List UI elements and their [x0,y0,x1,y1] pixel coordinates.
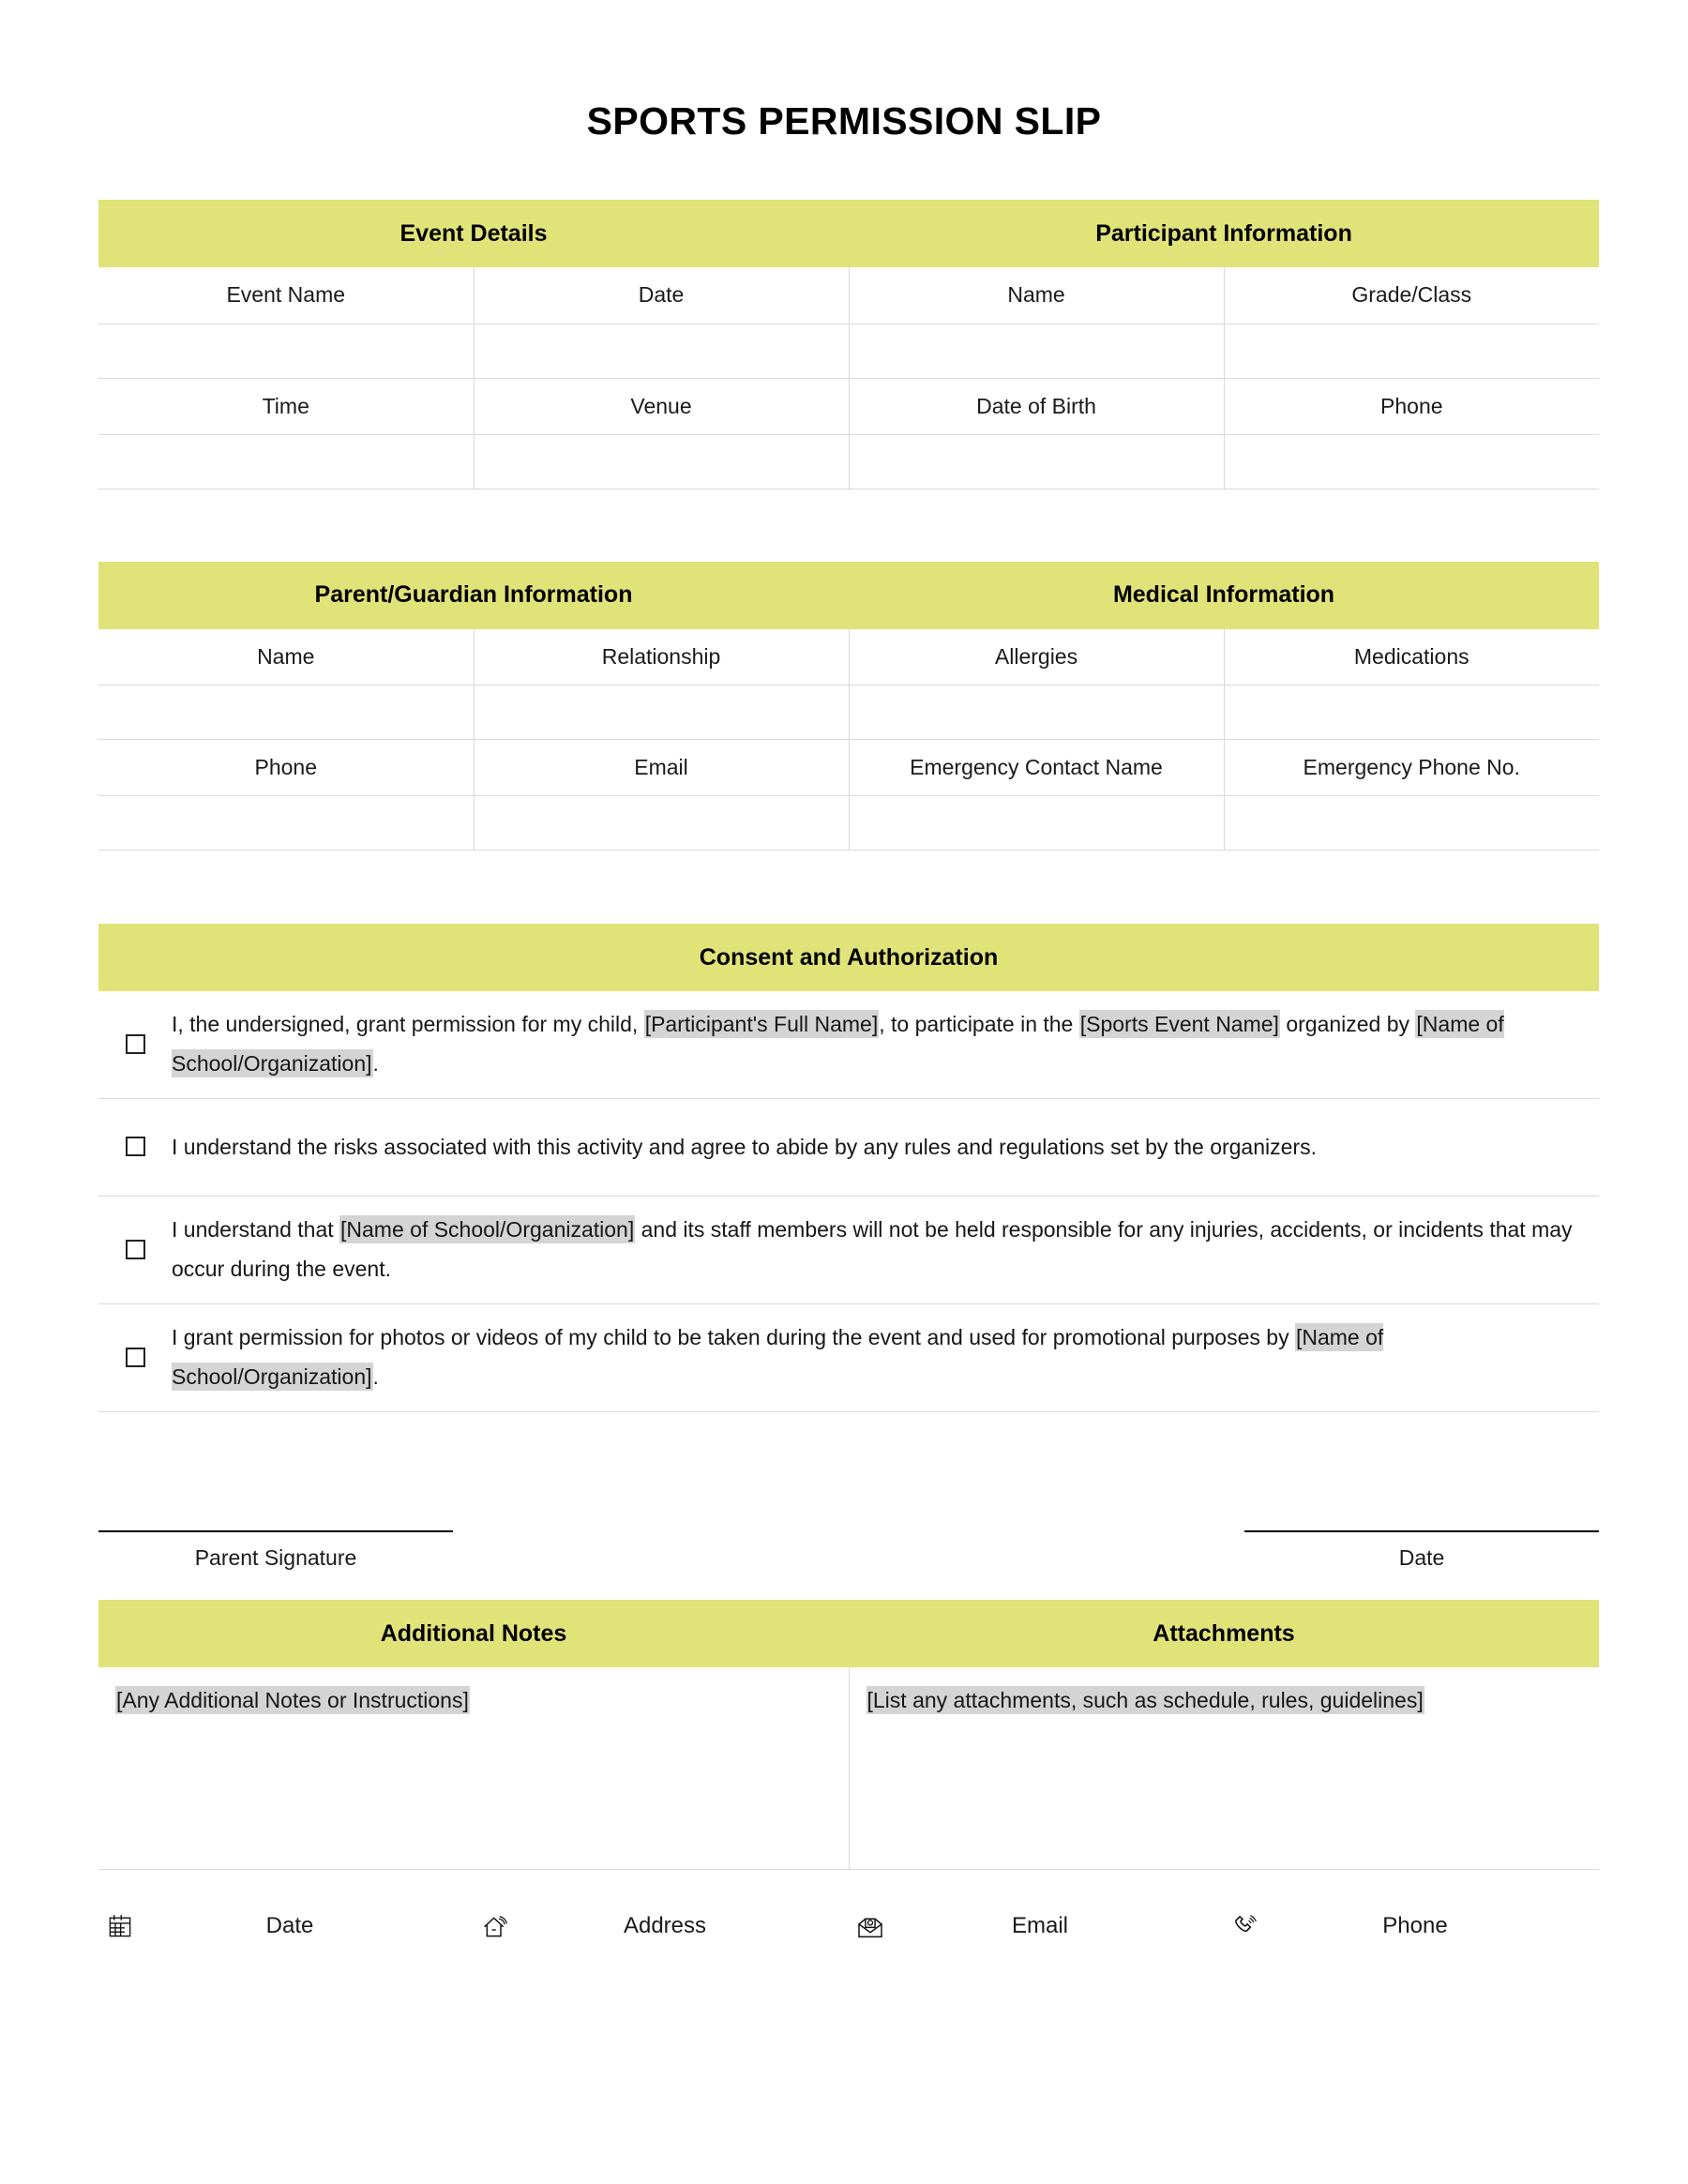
section-header-attachments: Attachments [1153,1619,1295,1647]
consent-item-list [98,991,1599,1412]
field-input-emergency-contact-name[interactable] [849,796,1224,851]
attachments-field[interactable] [849,1667,1599,1869]
parent-signature-caption: Parent Signature [194,1545,357,1570]
consent-item [98,1304,1599,1412]
field-input-emergency-phone-no[interactable] [1224,796,1599,851]
consent-checkbox-cell [98,1348,172,1367]
additional-notes-placeholder: [Any Additional Notes or Instructions] [116,1688,469,1712]
consent-checkbox[interactable] [126,1034,145,1054]
table-row [98,629,1599,685]
consent-text-fragment: . [372,1051,379,1076]
consent-checkbox-cell [98,1240,172,1259]
phone-icon [1224,1911,1267,1941]
consent-item [98,1099,1599,1197]
signature-section [98,1412,1599,1600]
section-header-medical-information: Medical Information [1112,581,1335,608]
notes-attachments-table [98,1600,1599,1870]
parent-signature-line[interactable] [98,1530,453,1532]
section-header-consent-and-authorization: Consent and Authorization [98,924,1599,991]
consent-text-fragment: I, the undersigned, grant permission for my child, [172,1012,644,1036]
field-label-date-of-birth: Date of Birth [849,378,1224,434]
field-label-parent-phone: Phone [98,740,474,796]
field-label-venue: Venue [474,378,849,434]
field-input-venue[interactable] [474,434,849,489]
table-header-band [98,1600,1599,1667]
spacer [98,490,1590,562]
consent-item-text [172,1318,1599,1396]
table-row [98,378,1599,434]
field-label-time: Time [98,378,474,434]
consent-item-text [172,1127,1599,1167]
field-input-email[interactable] [474,796,849,851]
table-row-input [98,324,1599,378]
field-input-name[interactable] [849,324,1224,378]
placeholder-token: [Name of School/Organization] [172,1012,1504,1076]
consent-text-fragment: I grant permission for photos or videos of my child to be taken during the event and used for promotional purposes by [172,1325,1295,1349]
table-row [98,267,1599,324]
event-participant-table [98,200,1599,490]
placeholder-token: [Participant's Full Name] [644,1012,879,1036]
field-label-date: Date [474,267,849,324]
field-label-grade-class: Grade/Class [1224,267,1599,324]
consent-checkbox[interactable] [126,1137,145,1156]
footer-item-phone [1224,1911,1599,1941]
consent-item-text [172,1210,1599,1288]
section-header-additional-notes: Additional Notes [380,1619,567,1647]
field-label-allergies: Allergies [849,629,1224,685]
parent-medical-table [98,562,1599,851]
consent-checkbox[interactable] [126,1240,145,1259]
consent-section [98,924,1599,1412]
field-label-parent-name: Name [98,629,474,685]
placeholder-token: [Name of School/Organization] [340,1217,635,1242]
consent-checkbox[interactable] [126,1348,145,1367]
field-input-parent-phone[interactable] [98,796,474,851]
field-label-name: Name [849,267,1224,324]
placeholder-token: [Sports Event Name] [1079,1012,1279,1036]
footer-label-phone: Phone [1382,1912,1448,1938]
field-input-relationship[interactable] [474,685,849,740]
field-input-medications[interactable] [1224,685,1599,740]
section-header-parent-guardian-information: Parent/Guardian Information [314,581,633,608]
table-header-band [98,200,1599,267]
field-label-relationship: Relationship [474,629,849,685]
field-input-date-of-birth[interactable] [849,434,1224,489]
consent-text-fragment: I understand that [172,1217,340,1242]
field-input-time[interactable] [98,434,474,489]
table-row-input [98,685,1599,740]
attachments-placeholder: [List any attachments, such as schedule, rules, guidelines] [867,1688,1424,1712]
consent-item-text [172,1004,1599,1083]
field-label-phone: Phone [1224,378,1599,434]
field-label-email: Email [474,740,849,796]
footer-item-date [98,1912,474,1940]
consent-item [98,991,1599,1099]
consent-text-fragment: organized by [1279,1012,1416,1036]
footer-label-date: Date [265,1912,314,1938]
consent-item [98,1197,1599,1304]
email-envelope-icon [849,1911,892,1941]
field-label-emergency-contact-name: Emergency Contact Name [849,740,1224,796]
table-header-band [98,562,1599,629]
page-title: SPORTS PERMISSION SLIP [586,99,1102,143]
date-signature-caption: Date [1398,1545,1445,1570]
consent-checkbox-cell [98,1034,172,1054]
field-label-event-name: Event Name [98,267,474,324]
section-header-participant-information: Participant Information [1095,219,1352,247]
field-input-grade-class[interactable] [1224,324,1599,378]
field-input-date[interactable] [474,324,849,378]
field-input-event-name[interactable] [98,324,474,378]
consent-text-fragment: I understand the risks associated with this activity and agree to abide by any rules and regulations set by the organizers. [172,1134,1317,1159]
section-header-event-details: Event Details [399,219,548,247]
field-input-phone[interactable] [1224,434,1599,489]
consent-text-fragment: . [372,1364,379,1389]
field-label-medications: Medications [1224,629,1599,685]
footer-label-address: Address [623,1912,707,1938]
field-label-emergency-phone-no: Emergency Phone No. [1224,740,1599,796]
table-row-input [98,796,1599,851]
consent-text-fragment: , to participate in the [879,1012,1079,1036]
field-input-allergies[interactable] [849,685,1224,740]
home-icon [474,1911,517,1941]
footer-contact-bar [98,1870,1599,1941]
table-row-input [98,434,1599,489]
spacer [98,851,1590,924]
date-signature-line[interactable] [1244,1530,1599,1532]
field-input-parent-name[interactable] [98,685,474,740]
table-row [98,740,1599,796]
table-row-input [98,1667,1599,1869]
calendar-icon [98,1912,142,1940]
footer-item-address [474,1911,849,1941]
additional-notes-field[interactable] [98,1667,849,1869]
placeholder-token: [Name of School/Organization] [172,1325,1384,1389]
consent-text-fragment: and its staff members will not be held responsible for any injuries, accidents, or incidents that may occur during the event. [172,1217,1573,1281]
footer-item-email [849,1911,1224,1941]
footer-label-email: Email [1011,1912,1068,1938]
consent-checkbox-cell [98,1137,172,1156]
